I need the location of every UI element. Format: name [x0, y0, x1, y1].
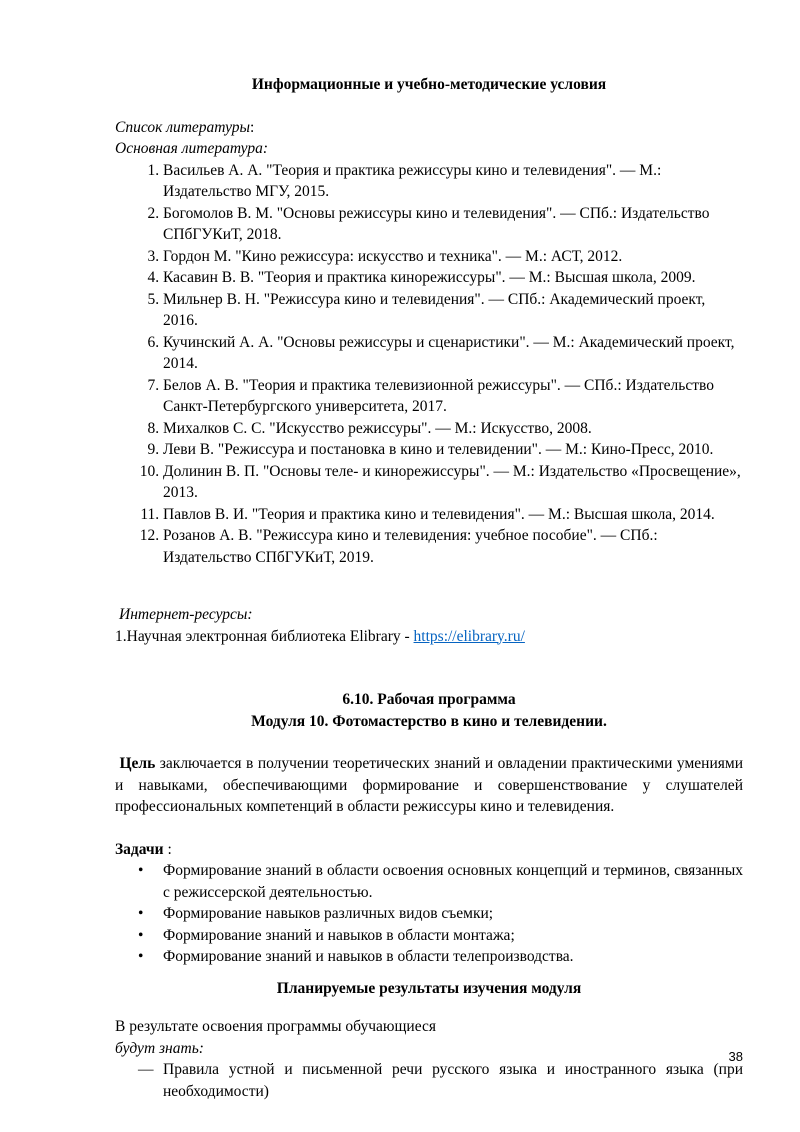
tasks-list	[115, 860, 743, 968]
reference-item: 3. Гордон М. "Кино режиссура: искусство и техника". — М.: АСТ, 2012.	[163, 246, 743, 268]
task-item: • Формирование знаний и навыков в области телепроизводства.	[163, 946, 743, 968]
reference-item: 1. Васильев А. А. "Теория и практика режиссуры кино и телевидения". — М.: Издательство МГУ, 2015.	[163, 160, 743, 203]
module-title-line2: Модуля 10. Фотомастерство в кино и телевидении.	[251, 712, 607, 730]
goal-paragraph	[115, 753, 743, 818]
page-number: 38	[728, 1049, 743, 1064]
goal-label: Цель	[119, 755, 156, 772]
task-item: • Формирование знаний и навыков в области монтажа;	[163, 925, 743, 947]
reference-item: 6. Кучинский А. А. "Основы режиссуры и сценаристики". — М.: Академический проект, 2014.	[163, 332, 743, 375]
document-page	[115, 74, 743, 1102]
know-label: будут знать:	[115, 1039, 204, 1057]
know-item: — Правила устной и письменной речи русского языка и иностранного языка (при необходимости)	[163, 1059, 743, 1102]
elibrary-link[interactable]: https://elibrary.ru/	[413, 627, 525, 645]
spacer	[115, 647, 743, 683]
spacer	[115, 732, 743, 753]
internet-resource-item	[115, 626, 743, 648]
tasks-label: Задачи	[115, 840, 164, 858]
internet-resource-text: 1.Научная электронная библиотека Elibrary -	[115, 627, 414, 645]
goal-text: заключается в получении теоретических знаний и овладении практическими умениями и навыками, обеспечивающими формирование и совершенствование у слушателей профессиональных компетенций в области режиссуры кино и телевидения.	[115, 755, 743, 815]
tasks-suffix: :	[163, 840, 172, 858]
reference-item: 4. Касавин В. В. "Теория и практика кинорежиссуры". — М.: Высшая школа, 2009.	[163, 267, 743, 289]
reference-item: 2. Богомолов В. М. "Основы режиссуры кино и телевидения". — СПб.: Издательство СПбГУКиТ, 2018.	[163, 203, 743, 246]
reference-item: 7. Белов А. В. "Теория и практика телевизионной режиссуры". — СПб.: Издательство Санкт-Петербургского университета, 2017.	[163, 375, 743, 418]
tasks-heading	[115, 839, 743, 861]
section-title-conditions: Информационные и учебно-методические условия	[251, 76, 607, 93]
spacer	[115, 96, 743, 117]
internet-resources-label: Интернет-ресурсы:	[119, 606, 253, 623]
references-list	[115, 160, 743, 569]
task-item: • Формирование навыков различных видов съемки;	[163, 903, 743, 925]
reference-item: 12. Розанов А. В. "Режиссура кино и телевидения: учебное пособие". — СПб.: Издательство СПбГУКиТ, 2019.	[163, 525, 743, 568]
main-literature-label: Основная литература:	[115, 140, 268, 157]
module-title-line1: 6.10. Рабочая программа	[342, 691, 516, 708]
literature-list-label-suffix: :	[250, 118, 255, 136]
literature-list-label-text: Список литературы	[115, 118, 251, 136]
know-list	[115, 1059, 743, 1102]
results-title: Планируемые результаты изучения модуля	[276, 979, 582, 997]
reference-item: 9. Леви В. "Режиссура и постановка в кино и телевидении". — М.: Кино-Пресс, 2010.	[163, 439, 743, 461]
literature-list-label	[115, 117, 743, 139]
reference-item: 11. Павлов В. И. "Теория и практика кино и телевидения". — М.: Высшая школа, 2014.	[163, 504, 743, 526]
spacer	[115, 568, 743, 604]
task-item: • Формирование знаний в области освоения основных концепций и терминов, связанных с режиссерской деятельностью.	[163, 860, 743, 903]
results-intro: В результате освоения программы обучающиеся	[115, 1018, 436, 1035]
reference-item: 10. Долинин В. П. "Основы теле- и кинорежиссуры". — М.: Издательство «Просвещение», 2013.	[163, 461, 743, 504]
spacer	[115, 818, 743, 839]
reference-item: 5. Мильнер В. Н. "Режиссура кино и телевидения". — СПб.: Академический проект, 2016.	[163, 289, 743, 332]
reference-item: 8. Михалков С. С. "Искусство режиссуры". — М.: Искусство, 2008.	[163, 418, 743, 440]
